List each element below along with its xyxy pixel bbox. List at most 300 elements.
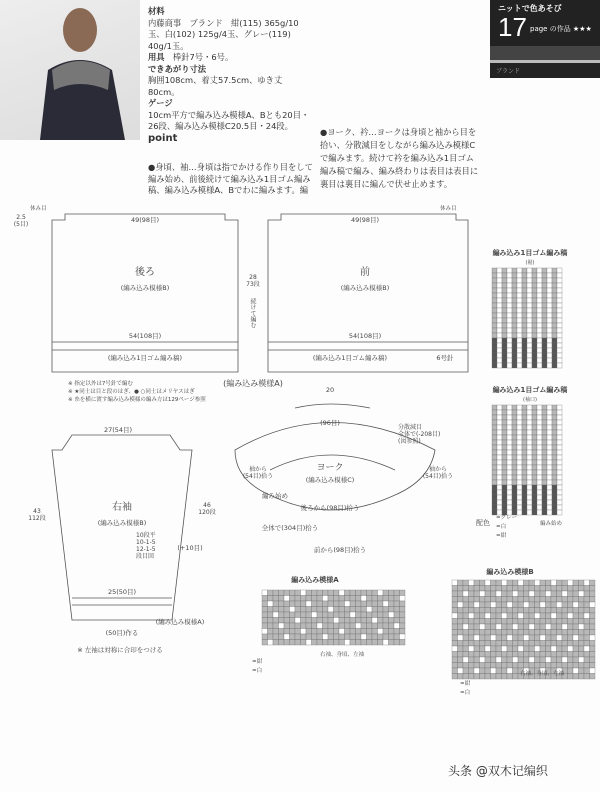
chart-cell bbox=[557, 480, 562, 485]
chart-cell bbox=[491, 663, 497, 669]
chart-cell bbox=[361, 618, 367, 624]
chart-cell bbox=[502, 303, 507, 308]
chart-cell bbox=[547, 323, 552, 328]
chart-cell bbox=[502, 630, 508, 636]
chart-cell bbox=[547, 500, 552, 505]
chart-cell bbox=[517, 510, 522, 515]
chart-cell bbox=[312, 640, 318, 646]
chart-cell bbox=[492, 500, 497, 505]
chart-cell bbox=[512, 445, 517, 450]
chart-cell bbox=[496, 602, 502, 608]
chart-cell bbox=[463, 630, 469, 636]
series-title: ニットで色あそび bbox=[498, 4, 562, 13]
chart-cell bbox=[507, 490, 512, 495]
chart-cell bbox=[502, 480, 507, 485]
chart-cell bbox=[527, 425, 532, 430]
chart-cell bbox=[378, 618, 384, 624]
chart-cell bbox=[537, 283, 542, 288]
chart-cell bbox=[491, 624, 497, 630]
chart-cell bbox=[507, 278, 512, 283]
chart-cell bbox=[492, 445, 497, 450]
chart-cell bbox=[532, 485, 537, 490]
chart-cell bbox=[497, 328, 502, 333]
chart-cell bbox=[522, 465, 527, 470]
chart-cell bbox=[568, 630, 574, 636]
chart-cell bbox=[463, 674, 469, 680]
chart-cell bbox=[532, 445, 537, 450]
chart-cell bbox=[497, 293, 502, 298]
chart-cell bbox=[512, 358, 517, 363]
chart-cell bbox=[547, 415, 552, 420]
sleeve-height-total-label: 46 120段 bbox=[198, 502, 216, 516]
chart-cell bbox=[268, 601, 274, 607]
chart-cell bbox=[334, 596, 340, 602]
chart-cell bbox=[590, 608, 596, 614]
chart-cell bbox=[295, 618, 301, 624]
chart-cell bbox=[350, 618, 356, 624]
chart-cell bbox=[492, 288, 497, 293]
pattern-a-label: (編み込み模様A) bbox=[223, 379, 283, 388]
chart-a-sleeve-body: 右袖、身頃、左袖 bbox=[320, 652, 365, 658]
chart-cell bbox=[492, 450, 497, 455]
chart-cell bbox=[584, 597, 590, 603]
chart-cell bbox=[507, 425, 512, 430]
chart-cell bbox=[517, 505, 522, 510]
chart-cell bbox=[284, 629, 290, 635]
chart-cell bbox=[552, 313, 557, 318]
chart-cell bbox=[512, 308, 517, 313]
chart-cell bbox=[552, 333, 557, 338]
chart-cell bbox=[339, 612, 345, 618]
chart-cell bbox=[502, 597, 508, 603]
chart-cell bbox=[547, 313, 552, 318]
chart-cell bbox=[334, 623, 340, 629]
chart-cell bbox=[367, 640, 373, 646]
chart-cell bbox=[517, 308, 522, 313]
chart-cell bbox=[562, 619, 568, 625]
chart-cell bbox=[537, 323, 542, 328]
chart-cell bbox=[552, 430, 557, 435]
chart-cell bbox=[590, 619, 596, 625]
chart-cell bbox=[497, 430, 502, 435]
chart-cell bbox=[517, 440, 522, 445]
chart-cell bbox=[540, 652, 546, 658]
chart-cell bbox=[383, 623, 389, 629]
chart-cell bbox=[389, 618, 395, 624]
chart-cell bbox=[507, 293, 512, 298]
chart-cell bbox=[547, 440, 552, 445]
chart-cell bbox=[279, 623, 285, 629]
chart-cell bbox=[542, 343, 547, 348]
chart-cell bbox=[557, 425, 562, 430]
chart-cell bbox=[512, 318, 517, 323]
chart-cell bbox=[512, 500, 517, 505]
chart-cell bbox=[268, 618, 274, 624]
chart-cell bbox=[497, 420, 502, 425]
chart-cell bbox=[497, 475, 502, 480]
chart-cell bbox=[485, 619, 491, 625]
chart-cell bbox=[527, 415, 532, 420]
chart-cell bbox=[537, 278, 542, 283]
chart-cell bbox=[502, 586, 508, 592]
chart-cell bbox=[552, 283, 557, 288]
chart-cell bbox=[527, 323, 532, 328]
chart-cell bbox=[323, 596, 329, 602]
chart-cell bbox=[551, 586, 557, 592]
chart-cell bbox=[529, 657, 535, 663]
chart-cell bbox=[345, 607, 351, 613]
chart-cell bbox=[323, 607, 329, 613]
chart-cell bbox=[502, 415, 507, 420]
chart-cell bbox=[529, 597, 535, 603]
chart-cell bbox=[474, 602, 480, 608]
chart-cell bbox=[290, 634, 296, 640]
chart-cell bbox=[284, 640, 290, 646]
chart-cell bbox=[551, 597, 557, 603]
chart-cell bbox=[522, 410, 527, 415]
chart-cell bbox=[542, 490, 547, 495]
chart-cell bbox=[492, 455, 497, 460]
chart-cell bbox=[547, 283, 552, 288]
chart-cell bbox=[535, 597, 541, 603]
chart-cell bbox=[524, 657, 530, 663]
chart-cell bbox=[485, 630, 491, 636]
chart-cell bbox=[492, 480, 497, 485]
rib-body-chart bbox=[492, 268, 562, 368]
chart-cell bbox=[540, 608, 546, 614]
chart-cell bbox=[557, 495, 562, 500]
size-text: 胸囲108cm、着丈57.5cm、ゆき丈80cm。 bbox=[148, 75, 283, 97]
chart-cell bbox=[517, 430, 522, 435]
chart-cell bbox=[584, 624, 590, 630]
chart-cell bbox=[339, 623, 345, 629]
sleeve-increase-label: 10段平 10-1-5 12-1-5 段目回 bbox=[136, 532, 156, 560]
chart-cell bbox=[535, 580, 541, 586]
chart-cell bbox=[463, 663, 469, 669]
chart-cell bbox=[458, 586, 464, 592]
chart-cell bbox=[502, 663, 508, 669]
chart-cell bbox=[372, 618, 378, 624]
sleeve-pattern: (編み込み模様B) bbox=[97, 519, 147, 527]
chart-cell bbox=[535, 663, 541, 669]
chart-cell bbox=[273, 601, 279, 607]
chart-cell bbox=[273, 623, 279, 629]
chart-cell bbox=[502, 450, 507, 455]
chart-cell bbox=[485, 597, 491, 603]
chart-cell bbox=[378, 634, 384, 640]
chart-cell bbox=[492, 430, 497, 435]
chart-cell bbox=[542, 480, 547, 485]
chart-cell bbox=[361, 612, 367, 618]
chart-cell bbox=[492, 465, 497, 470]
chart-cell bbox=[485, 602, 491, 608]
chart-cell bbox=[552, 353, 557, 358]
chart-cell bbox=[584, 657, 590, 663]
chart-cell bbox=[458, 591, 464, 597]
chart-cell bbox=[306, 590, 312, 596]
chart-cell bbox=[491, 619, 497, 625]
sleeve-label: 右袖 bbox=[112, 502, 132, 513]
chart-cell bbox=[262, 596, 268, 602]
yoke-knit-start: 編み始め bbox=[262, 492, 288, 500]
tools-title: 用具 bbox=[148, 52, 165, 62]
chart-cell bbox=[485, 657, 491, 663]
chart-cell bbox=[522, 353, 527, 358]
chart-cell bbox=[517, 405, 522, 410]
chart-cell bbox=[537, 318, 542, 323]
chart-cell bbox=[568, 652, 574, 658]
chart-cell bbox=[517, 338, 522, 343]
chart-cell bbox=[542, 293, 547, 298]
chart-cell bbox=[537, 405, 542, 410]
chart-cell bbox=[527, 278, 532, 283]
chart-cell bbox=[540, 635, 546, 641]
chart-cell bbox=[400, 640, 406, 646]
chart-cell bbox=[557, 505, 562, 510]
chart-cell bbox=[492, 328, 497, 333]
chart-cell bbox=[458, 597, 464, 603]
chart-cell bbox=[463, 657, 469, 663]
chart-cell bbox=[584, 580, 590, 586]
chart-cell bbox=[512, 283, 517, 288]
chart-cell bbox=[537, 455, 542, 460]
chart-cell bbox=[542, 430, 547, 435]
chart-cell bbox=[273, 640, 279, 646]
chart-cell bbox=[542, 298, 547, 303]
chart-cell bbox=[507, 308, 512, 313]
chart-cell bbox=[474, 630, 480, 636]
chart-cell bbox=[480, 602, 486, 608]
front-pattern: (編み込み模様B) bbox=[340, 284, 390, 292]
chart-cell bbox=[513, 619, 519, 625]
chart-cell bbox=[527, 485, 532, 490]
chart-cell bbox=[469, 635, 475, 641]
chart-cell bbox=[463, 591, 469, 597]
chart-cell bbox=[573, 586, 579, 592]
chart-cell bbox=[389, 640, 395, 646]
chart-cell bbox=[502, 470, 507, 475]
chart-cell bbox=[584, 652, 590, 658]
front-edge-rest: 休み目 bbox=[440, 206, 457, 212]
chart-cell bbox=[537, 363, 542, 368]
chart-cell bbox=[317, 640, 323, 646]
chart-cell bbox=[542, 278, 547, 283]
chart-cell bbox=[290, 629, 296, 635]
chart-cell bbox=[383, 590, 389, 596]
chart-cell bbox=[469, 652, 475, 658]
chart-cell bbox=[527, 328, 532, 333]
chart-cell bbox=[378, 607, 384, 613]
chart-cell bbox=[522, 363, 527, 368]
chart-cell bbox=[532, 268, 537, 273]
chart-cell bbox=[552, 495, 557, 500]
chart-cell bbox=[532, 333, 537, 338]
chart-cell bbox=[312, 596, 318, 602]
chart-cell bbox=[513, 635, 519, 641]
chart-cell bbox=[389, 623, 395, 629]
chart-cell bbox=[452, 580, 458, 586]
chart-cell bbox=[502, 602, 508, 608]
chart-cell bbox=[312, 612, 318, 618]
materials-text: 内藤商事 ブランド 紺(115) 365g/10玉、白(102) 125g/4玉、グレー(119) 40g/1玉。 bbox=[148, 17, 299, 51]
chart-cell bbox=[323, 640, 329, 646]
chart-cell bbox=[512, 333, 517, 338]
chart-cell bbox=[502, 430, 507, 435]
chart-cell bbox=[522, 278, 527, 283]
chart-cell bbox=[469, 674, 475, 680]
chart-cell bbox=[323, 623, 329, 629]
chart-cell bbox=[356, 607, 362, 613]
chart-cell bbox=[547, 268, 552, 273]
chart-cell bbox=[502, 420, 507, 425]
chart-cell bbox=[491, 591, 497, 597]
chart-cell bbox=[317, 612, 323, 618]
chart-cell bbox=[356, 612, 362, 618]
chart-cell bbox=[522, 450, 527, 455]
chart-cell bbox=[372, 640, 378, 646]
chart-cell bbox=[512, 293, 517, 298]
chart-cell bbox=[513, 663, 519, 669]
chart-cell bbox=[518, 608, 524, 614]
chart-cell bbox=[502, 410, 507, 415]
chart-cell bbox=[273, 607, 279, 613]
chart-cell bbox=[474, 668, 480, 674]
chart-cell bbox=[268, 623, 274, 629]
chart-cell bbox=[497, 333, 502, 338]
chart-cell bbox=[496, 608, 502, 614]
chart-cell bbox=[518, 663, 524, 669]
chart-cell bbox=[334, 612, 340, 618]
chart-cell bbox=[573, 641, 579, 647]
chart-cell bbox=[502, 613, 508, 619]
chart-cell bbox=[502, 657, 508, 663]
chart-cell bbox=[339, 629, 345, 635]
chart-cell bbox=[537, 328, 542, 333]
chart-cell bbox=[502, 313, 507, 318]
chart-cell bbox=[568, 646, 574, 652]
chart-cell bbox=[551, 619, 557, 625]
chart-cell bbox=[361, 623, 367, 629]
chart-cell bbox=[529, 608, 535, 614]
chart-cell bbox=[562, 591, 568, 597]
chart-cell bbox=[590, 586, 596, 592]
chart-cell bbox=[513, 608, 519, 614]
back-hem-width: 54(108目) bbox=[128, 332, 162, 340]
chart-cell bbox=[522, 288, 527, 293]
chart-cell bbox=[562, 613, 568, 619]
chart-cell bbox=[480, 674, 486, 680]
chart-cell bbox=[590, 646, 596, 652]
chart-cell bbox=[540, 630, 546, 636]
chart-cell bbox=[334, 640, 340, 646]
chart-cell bbox=[452, 630, 458, 636]
chart-cell bbox=[312, 590, 318, 596]
chart-cell bbox=[400, 623, 406, 629]
chart-cell bbox=[334, 629, 340, 635]
chart-cell bbox=[279, 612, 285, 618]
chart-cell bbox=[513, 668, 519, 674]
chart-cell bbox=[507, 283, 512, 288]
chart-cell bbox=[350, 640, 356, 646]
color-key-label: 配色 bbox=[476, 519, 490, 527]
chart-cell bbox=[551, 630, 557, 636]
chart-cell bbox=[328, 601, 334, 607]
chart-cell bbox=[552, 343, 557, 348]
chart-cell bbox=[522, 308, 527, 313]
chart-cell bbox=[507, 440, 512, 445]
chart-cell bbox=[552, 288, 557, 293]
chart-cell bbox=[532, 363, 537, 368]
chart-cell bbox=[527, 283, 532, 288]
chart-cell bbox=[542, 333, 547, 338]
chart-cell bbox=[557, 510, 562, 515]
chart-cell bbox=[463, 608, 469, 614]
chart-cell bbox=[517, 485, 522, 490]
chart-cell bbox=[323, 612, 329, 618]
chart-cell bbox=[356, 640, 362, 646]
chart-cell bbox=[552, 490, 557, 495]
chart-cell bbox=[507, 480, 512, 485]
chart-cell bbox=[537, 450, 542, 455]
chart-cell bbox=[328, 640, 334, 646]
chart-cell bbox=[557, 663, 563, 669]
chart-cell bbox=[262, 640, 268, 646]
chart-cell bbox=[301, 629, 307, 635]
chart-cell bbox=[557, 278, 562, 283]
chart-cell bbox=[532, 283, 537, 288]
chart-cell bbox=[542, 313, 547, 318]
chart-cell bbox=[262, 629, 268, 635]
chart-cell bbox=[557, 602, 563, 608]
chart-cell bbox=[480, 663, 486, 669]
chart-cell bbox=[557, 298, 562, 303]
sleeve-increase-total: (+10目) bbox=[177, 544, 203, 552]
chart-cell bbox=[345, 596, 351, 602]
chart-cell bbox=[485, 635, 491, 641]
yoke-label: ヨーク bbox=[316, 463, 344, 473]
chart-cell bbox=[562, 635, 568, 641]
chart-cell bbox=[552, 338, 557, 343]
yoke-top-width: 20 bbox=[325, 386, 335, 394]
chart-cell bbox=[546, 586, 552, 592]
chart-cell bbox=[557, 283, 562, 288]
chart-cell bbox=[517, 328, 522, 333]
chart-cell bbox=[361, 634, 367, 640]
chart-cell bbox=[542, 405, 547, 410]
back-piece-outline bbox=[52, 214, 238, 372]
chart-cell bbox=[557, 500, 562, 505]
chart-cell bbox=[532, 303, 537, 308]
chart-cell bbox=[350, 607, 356, 613]
chart-cell bbox=[518, 580, 524, 586]
chart-cell bbox=[497, 460, 502, 465]
chart-cell bbox=[345, 640, 351, 646]
chart-cell bbox=[268, 629, 274, 635]
chart-cell bbox=[372, 629, 378, 635]
chart-cell bbox=[492, 308, 497, 313]
note-1: ※ 指定以外は7号針で編む bbox=[68, 381, 133, 387]
chart-cell bbox=[557, 652, 563, 658]
chart-cell bbox=[517, 445, 522, 450]
chart-cell bbox=[557, 313, 562, 318]
chart-cell bbox=[532, 450, 537, 455]
chart-cell bbox=[584, 674, 590, 680]
chart-cell bbox=[284, 607, 290, 613]
chart-cell bbox=[573, 652, 579, 658]
chart-cell bbox=[496, 619, 502, 625]
yoke-sleeve-right-pickup: 袖から (54目)拾う bbox=[422, 466, 454, 480]
chart-cell bbox=[579, 635, 585, 641]
